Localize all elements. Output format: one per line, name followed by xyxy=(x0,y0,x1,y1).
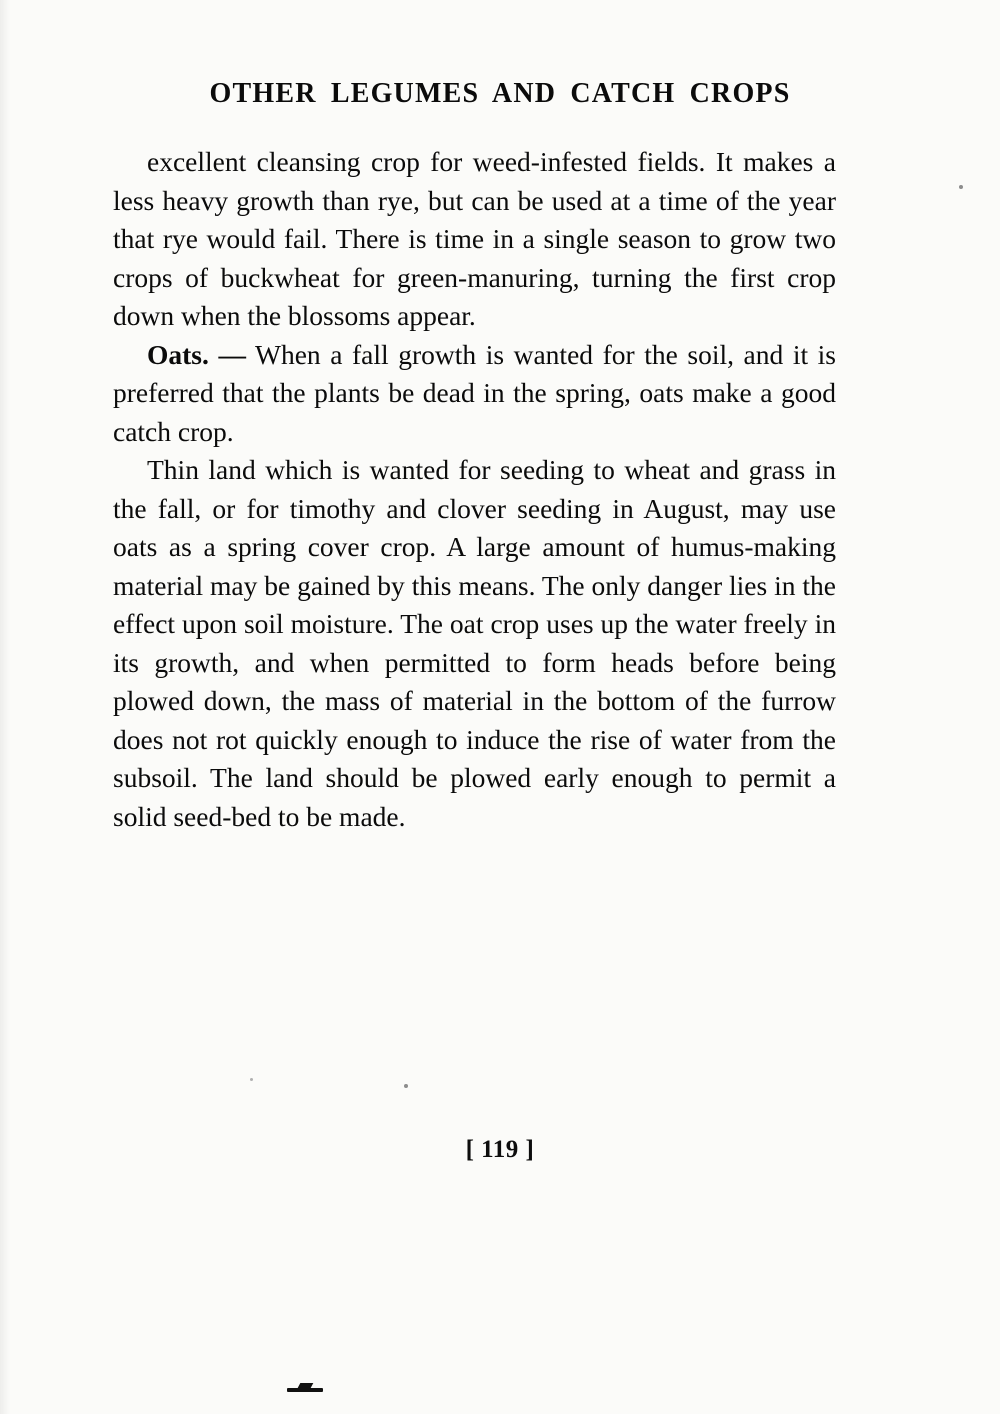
paragraph-2-runin-heading: Oats. — xyxy=(147,338,246,370)
paper-speck xyxy=(959,185,963,189)
paper-speck xyxy=(404,1084,408,1088)
paper-speck xyxy=(250,1078,253,1081)
paragraph-1: excellent cleansing crop for weed-infested fields. It makes a less heavy growth than rye, but can be used at a time of the year that rye would fail. There is time in a single season to grow two crops of buckwheat for green-manuring, turning the first crop down when the blossoms appear. xyxy=(113,146,836,331)
paragraph-2-text: When a fall growth is wanted for the soil, and it is preferred that the plants be dead in the spring, oats make a good catch crop. xyxy=(113,338,837,447)
page-body xyxy=(113,143,836,836)
bottom-ink-mark xyxy=(287,1388,323,1392)
running-head: OTHER LEGUMES AND CATCH CROPS xyxy=(209,78,791,109)
paragraph-2 xyxy=(113,336,836,452)
page-number: [ 119 ] xyxy=(465,1136,535,1163)
page-edge-shadow xyxy=(0,0,10,1414)
paragraph-3: Thin land which is wanted for seeding to wheat and grass in the fall, or for timothy and clover seeding in August, may use oats as a spring cover crop. A large amount of humus-making material may be gained by this means. The only danger lies in the effect upon soil moisture. The oat crop uses up the water freely in its growth, and when permitted to form heads before being plowed down, the mass of material in the bottom of the furrow does not rot quickly enough to induce the rise of water from the subsoil. The land should be plowed early enough to permit a solid seed-bed to be made. xyxy=(113,454,836,832)
